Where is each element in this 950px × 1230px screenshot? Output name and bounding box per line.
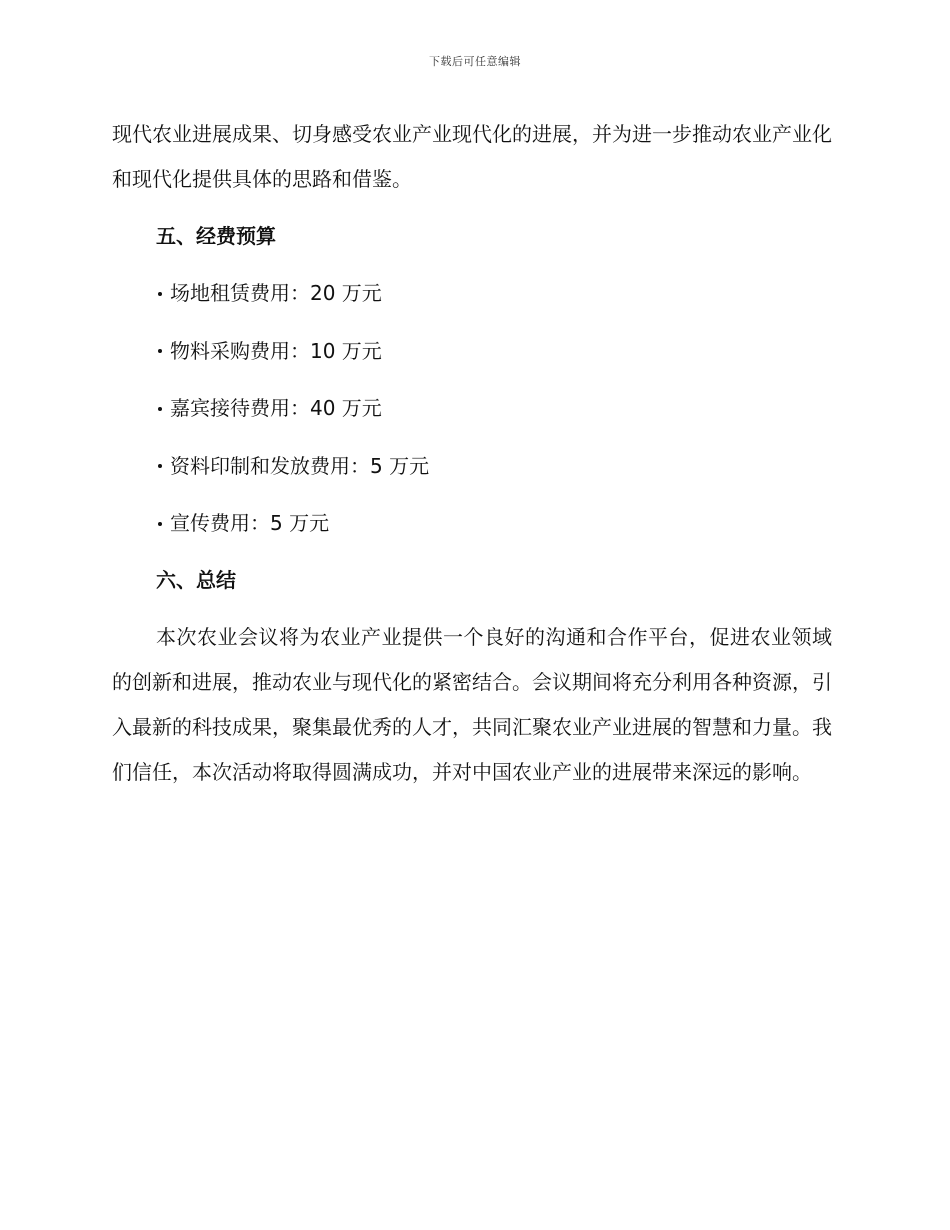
page-header: 下载后可任意编辑 [429, 55, 521, 68]
intro-paragraph: 现代农业进展成果、切身感受农业产业现代化的进展，并为进一步推动农业产业化和现代化提供具体的思路和借鉴。 [112, 122, 832, 191]
budget-item-label: 嘉宾接待费用：40 万元 [170, 396, 382, 420]
document-body [112, 112, 832, 795]
budget-item [156, 386, 832, 431]
budget-item-label: 资料印制和发放费用：5 万元 [170, 453, 430, 478]
bullet-icon [158, 292, 162, 296]
budget-item [156, 444, 832, 489]
bullet-icon [158, 407, 162, 411]
summary-paragraph: 本次农业会议将为农业产业提供一个良好的沟通和合作平台，促进农业领域的创新和进展，推动农业与现代化的紧密结合。会议期间将充分利用各种资源，引入最新的科技成果，聚集最优秀的人才，共同汇聚农业产业进展的智慧和力量。我们信任，本次活动将取得圆满成功，并对中国农业产业的进展带来深远的影响。 [112, 625, 832, 784]
budget-item-label: 宣传费用：5 万元 [170, 511, 330, 535]
section-heading-budget: 五、经费预算 [156, 224, 276, 248]
budget-item [156, 271, 832, 316]
bullet-icon [158, 349, 162, 353]
budget-item [156, 501, 832, 546]
budget-item [156, 329, 832, 374]
bullet-icon [158, 464, 162, 468]
budget-list [112, 271, 832, 546]
bullet-icon [158, 522, 162, 526]
budget-item-label: 物料采购费用：10 万元 [170, 338, 382, 363]
budget-item-label: 场地租赁费用：20 万元 [170, 281, 382, 305]
section-heading-summary: 六、总结 [156, 568, 236, 592]
